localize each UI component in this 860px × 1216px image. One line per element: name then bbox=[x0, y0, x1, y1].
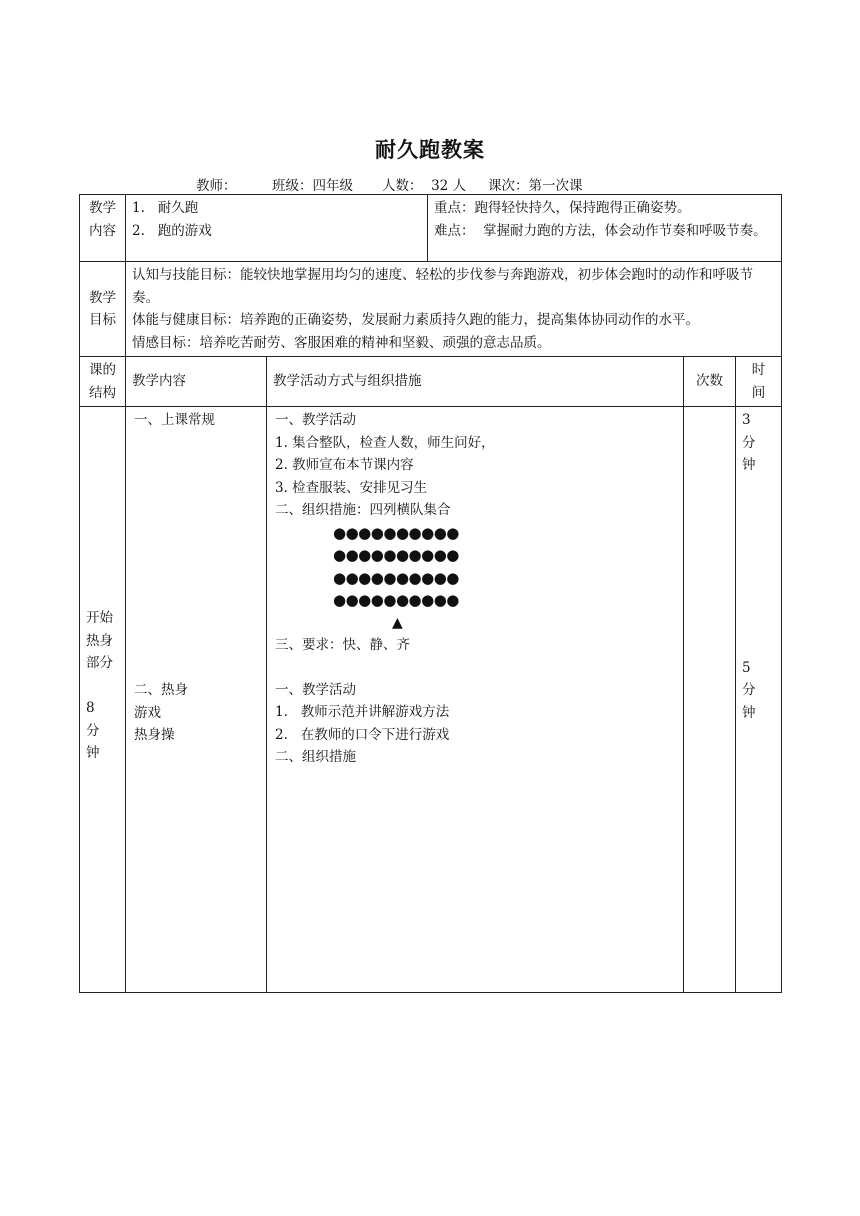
section1-title: 一、上课常规 bbox=[134, 412, 215, 428]
teaching-content-label: 教学 内容 bbox=[80, 195, 126, 262]
formation-row: ●●●●●●●●●● bbox=[333, 523, 459, 542]
formation-row: ●●●●●●●●●● bbox=[333, 546, 459, 564]
requirement-note: 三、要求：快、静、齐 bbox=[275, 636, 410, 653]
organization-note: 二、组织措施 bbox=[275, 749, 356, 765]
teaching-content-row bbox=[80, 195, 782, 262]
difficulty-point: 难点： 掌握耐力跑的方法，体会动作节奏和呼吸节奏。 bbox=[434, 222, 767, 239]
teaching-goal-label: 教学 目标 bbox=[80, 262, 126, 357]
table-header-row bbox=[80, 357, 782, 407]
class-field: 班级：四年级 bbox=[272, 178, 353, 194]
warmup-row bbox=[80, 407, 782, 993]
warmup-content-cell bbox=[126, 407, 267, 993]
part-label: 开始 bbox=[86, 610, 113, 626]
part-time: 钟 bbox=[86, 745, 100, 761]
page-title: 耐久跑教案 bbox=[375, 137, 485, 162]
organization-note: 二、组织措施：四列横队集合 bbox=[275, 502, 451, 518]
section1-time: 3 bbox=[742, 412, 751, 428]
structure-header: 课的 结构 bbox=[80, 357, 126, 407]
time-header: 时 间 bbox=[736, 357, 782, 407]
section2-time: 钟 bbox=[742, 704, 756, 721]
content-item: 1. 耐久跑 bbox=[132, 200, 199, 216]
warmup-part-cell bbox=[80, 407, 126, 993]
activity-title: 一、教学活动 bbox=[275, 412, 356, 428]
activity-header: 教学活动方式与组织措施 bbox=[267, 357, 684, 407]
fitness-goal: 体能与健康目标：培养跑的正确姿势，发展耐力素质持久跑的能力，提高集体协同动作的水平。 bbox=[132, 312, 699, 328]
activity-step: 1. 集合整队，检查人数，师生问好， bbox=[275, 434, 495, 451]
key-difficulty-cell bbox=[428, 195, 782, 262]
part-time: 8 bbox=[86, 700, 95, 716]
part-label: 部分 bbox=[86, 655, 113, 671]
lesson-plan-table bbox=[79, 194, 782, 993]
teacher-field: 教师： bbox=[196, 178, 237, 194]
teaching-goal-row bbox=[80, 262, 782, 357]
section2-title: 游戏 bbox=[134, 704, 161, 721]
section1-time: 分 bbox=[742, 434, 756, 451]
section2-title: 二、热身 bbox=[134, 682, 188, 698]
part-label: 热身 bbox=[86, 632, 113, 649]
content-header: 教学内容 bbox=[126, 357, 267, 407]
activity-step: 2. 教师宣布本节课内容 bbox=[275, 457, 414, 473]
emotion-goal: 情感目标：培养吃苦耐劳、客服困难的精神和坚毅、顽强的意志品质。 bbox=[132, 334, 551, 351]
teaching-goal-text bbox=[126, 262, 782, 357]
section2-time: 分 bbox=[742, 682, 756, 698]
warmup-time-cell bbox=[736, 407, 782, 993]
count-field: 人数： 32 人 bbox=[382, 178, 467, 194]
key-point: 重点：跑得轻快持久，保持跑得正确姿势。 bbox=[434, 200, 691, 216]
activity-title: 一、教学活动 bbox=[275, 681, 356, 698]
section1-time: 钟 bbox=[742, 457, 756, 473]
content-item: 2. 跑的游戏 bbox=[132, 222, 212, 239]
activity-step: 1. 教师示范并讲解游戏方法 bbox=[275, 704, 450, 720]
skill-goal: 认知与技能目标：能较快地掌握用均匀的速度、轻松的步伐参与奔跑游戏，初步体会跑时的动作和呼吸节奏。 bbox=[132, 267, 753, 306]
activity-step: 3. 检查服装、安排见习生 bbox=[275, 479, 428, 496]
section2-title: 热身操 bbox=[134, 727, 175, 743]
part-time: 分 bbox=[86, 722, 100, 739]
teacher-position-icon: ▲ bbox=[392, 614, 403, 631]
formation-row: ●●●●●●●●●● bbox=[333, 591, 459, 609]
section2-time: 5 bbox=[742, 659, 751, 676]
lesson-number-field: 课次：第一次课 bbox=[488, 178, 583, 194]
warmup-activity-cell bbox=[267, 407, 684, 993]
times-header: 次数 bbox=[684, 357, 736, 407]
warmup-times-cell bbox=[684, 407, 736, 993]
lesson-info-line bbox=[196, 174, 583, 194]
formation-row: ●●●●●●●●●● bbox=[333, 568, 459, 587]
activity-step: 2. 在教师的口令下进行游戏 bbox=[275, 726, 450, 743]
teaching-content-items bbox=[126, 195, 428, 262]
